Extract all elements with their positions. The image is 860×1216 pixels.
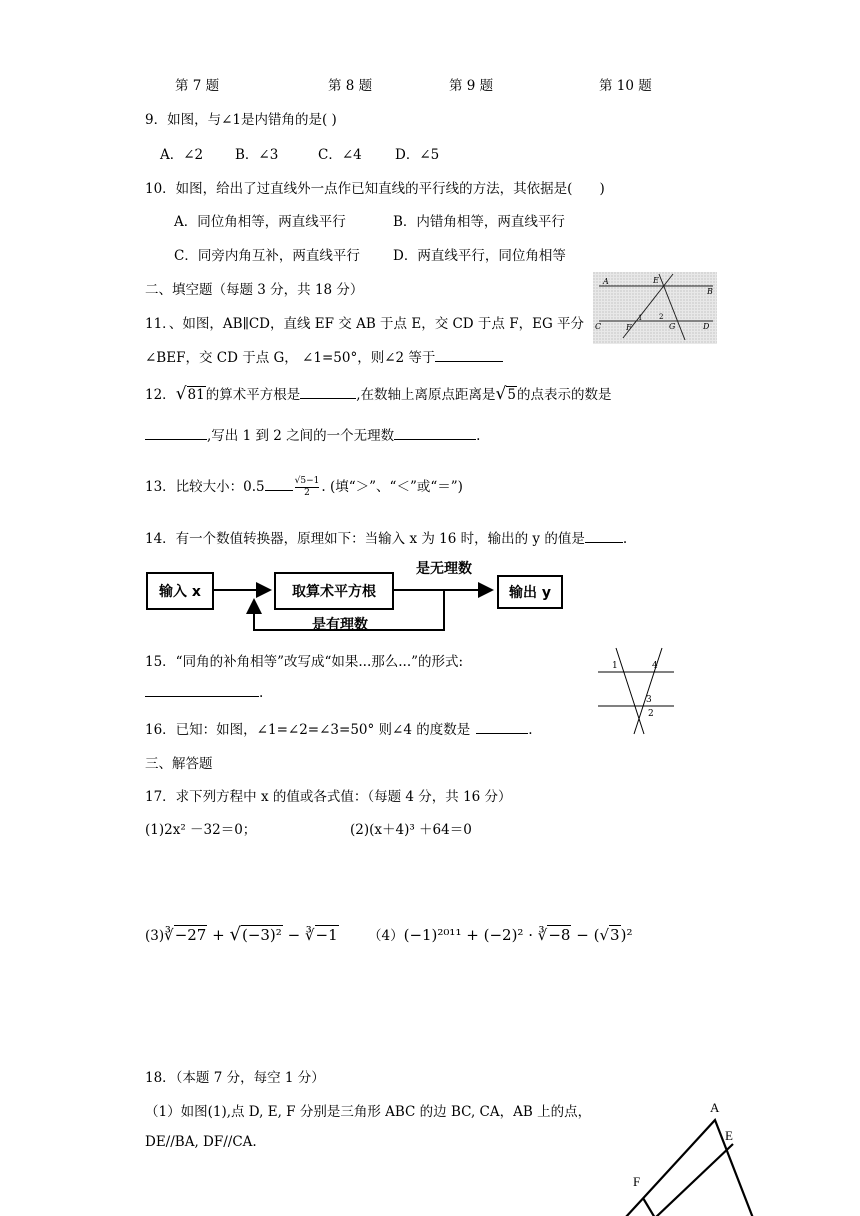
- q12-num: 12．: [145, 387, 176, 403]
- point-d-label: D: [703, 322, 710, 331]
- q12-part2: ,在数轴上离原点距离是: [356, 387, 496, 403]
- q12-blank-1[interactable]: [300, 386, 356, 399]
- flow-input-box: 输入 x: [146, 572, 214, 610]
- q9-option-d: D．∠5: [395, 147, 440, 163]
- q16-stem: 16．已知：如图，∠1=∠2=∠3=50° 则∠4 的度数是: [145, 722, 471, 738]
- q14-stem-row: 14．有一个数值转换器，原理如下：当输入 x 为 16 时，输出的 y 的值是 .: [145, 531, 628, 547]
- q10-option-a: A．同位角相等，两直线平行: [174, 214, 346, 230]
- flow-sqrt-box: 取算术平方根: [274, 572, 394, 610]
- q15-answer-row: .: [145, 684, 263, 701]
- fig8-label: 第 8 题: [328, 78, 373, 94]
- flow-output-box: 输出 y: [497, 575, 563, 609]
- q17-part1: (1)2x² －32＝0；: [145, 822, 257, 838]
- sqrt-81: √81: [175, 384, 205, 404]
- q16-right-transversal: [634, 648, 662, 734]
- q16-blank[interactable]: [476, 721, 528, 734]
- q12-part1: 的算术平方根是: [205, 387, 301, 403]
- q17-part4: （4）(−1)²⁰¹¹ + (−2)² · ∛−8 − (√3)²: [368, 926, 633, 944]
- fig7-label: 第 7 题: [175, 78, 220, 94]
- q12-line1: [145, 383, 611, 404]
- q18-triangle-figure: [615, 1096, 765, 1216]
- q9-option-c: C．∠4: [318, 147, 362, 163]
- q9-option-b: B．∠3: [235, 147, 279, 163]
- q11-figure: [593, 272, 717, 344]
- flow-label-irrational: 是无理数: [416, 561, 472, 577]
- q13-suffix: . (填“＞”、“＜”或“＝”): [321, 479, 463, 495]
- q15-blank[interactable]: [145, 684, 259, 697]
- q13-fraction: $\frac{√5-1}{2}$: [294, 476, 320, 498]
- point-g-label: G: [669, 322, 676, 331]
- q12-blank-2[interactable]: [145, 427, 207, 440]
- fig10-label: 第 10 题: [599, 78, 652, 94]
- q12-part3: 的点表示的数是: [516, 387, 612, 403]
- q12-line2: ,写出 1 到 2 之间的一个无理数 .: [145, 424, 480, 444]
- q16-figure: [596, 644, 678, 736]
- q10-stem: 10．如图，给出了过直线外一点作已知直线的平行线的方法，其依据是( ): [145, 181, 605, 197]
- q13-prefix: 13．比较大小：0.5: [145, 479, 265, 495]
- point-c-label: C: [595, 322, 602, 331]
- q16-angle-1: 1: [612, 661, 618, 671]
- q16-row: 16．已知：如图，∠1=∠2=∠3=50° 则∠4 的度数是 .: [145, 722, 533, 738]
- segment-df: [643, 1198, 655, 1216]
- q11-line2-row: [145, 346, 503, 366]
- q16-angle-2: 2: [648, 709, 654, 719]
- q14-blank[interactable]: [585, 530, 623, 543]
- point-e-label: E: [725, 1128, 733, 1143]
- point-f-label: F: [626, 323, 632, 332]
- sqrt-5: √5: [495, 384, 516, 404]
- angle-2-label: 2: [659, 313, 664, 321]
- q18-line1: （1）如图(1),点 D, E, F 分别是三角形 ABC 的边 BC, CA，AB 上的点，: [145, 1104, 592, 1120]
- q11-answer-blank[interactable]: [435, 349, 503, 362]
- angle-1-label: 1: [638, 314, 643, 322]
- q16-left-transversal: [616, 648, 644, 734]
- section2-heading: 二、填空题（每题 3 分，共 18 分）: [145, 282, 364, 298]
- q10-option-c: C．同旁内角互补，两直线平行: [174, 248, 360, 264]
- q14-stem: 14．有一个数值转换器，原理如下：当输入 x 为 16 时，输出的 y 的值是: [145, 531, 585, 547]
- q10-option-b: B．内错角相等，两直线平行: [393, 214, 565, 230]
- point-b-label: B: [707, 287, 713, 296]
- q10-option-d: D．两直线平行，同位角相等: [393, 248, 566, 264]
- q9-stem: 9．如图，与∠1是内错角的是( ): [145, 112, 337, 128]
- q11-line2: ∠BEF，交 CD 于点 G， ∠1=50°，则∠2 等于: [145, 350, 436, 366]
- q12-part4: ,写出 1 到 2 之间的一个无理数: [207, 428, 395, 444]
- point-e-label: E: [653, 276, 659, 285]
- q16-angle-3: 3: [646, 695, 652, 705]
- q17-stem: 17．求下列方程中 x 的值或各式值：（每题 4 分，共 16 分）: [145, 789, 512, 805]
- point-f-label: F: [633, 1174, 641, 1189]
- q15-stem: 15．“同角的补角相等”改写成“如果...那么...”的形式:: [145, 654, 464, 670]
- q18-line2: DE//BA, DF//CA.: [145, 1134, 257, 1150]
- q18-stem: 18．（本题 7 分，每空 1 分）: [145, 1070, 325, 1086]
- point-a-label: A: [710, 1100, 720, 1115]
- q13-row: [145, 475, 463, 499]
- q17-part3: (3)∛−27 + √(−3)² − ∛−1: [145, 924, 338, 945]
- flow-label-rational: 是有理数: [312, 617, 368, 633]
- q9-option-a: A．∠2: [160, 147, 204, 163]
- q12-blank-3[interactable]: [394, 427, 476, 440]
- q17-part2: (2)(x＋4)³ ＋64＝0: [350, 822, 472, 838]
- q13-blank[interactable]: [265, 478, 293, 491]
- section3-heading: 三、解答题: [145, 756, 213, 772]
- fig9-label: 第 9 题: [449, 78, 494, 94]
- segment-de: [655, 1144, 733, 1216]
- q11-line1: 11．、如图，AB∥CD，直线 EF 交 AB 于点 E，交 CD 于点 F，EG 平分: [145, 316, 585, 332]
- q16-angle-4: 4: [652, 661, 658, 671]
- point-a-label: A: [603, 277, 609, 286]
